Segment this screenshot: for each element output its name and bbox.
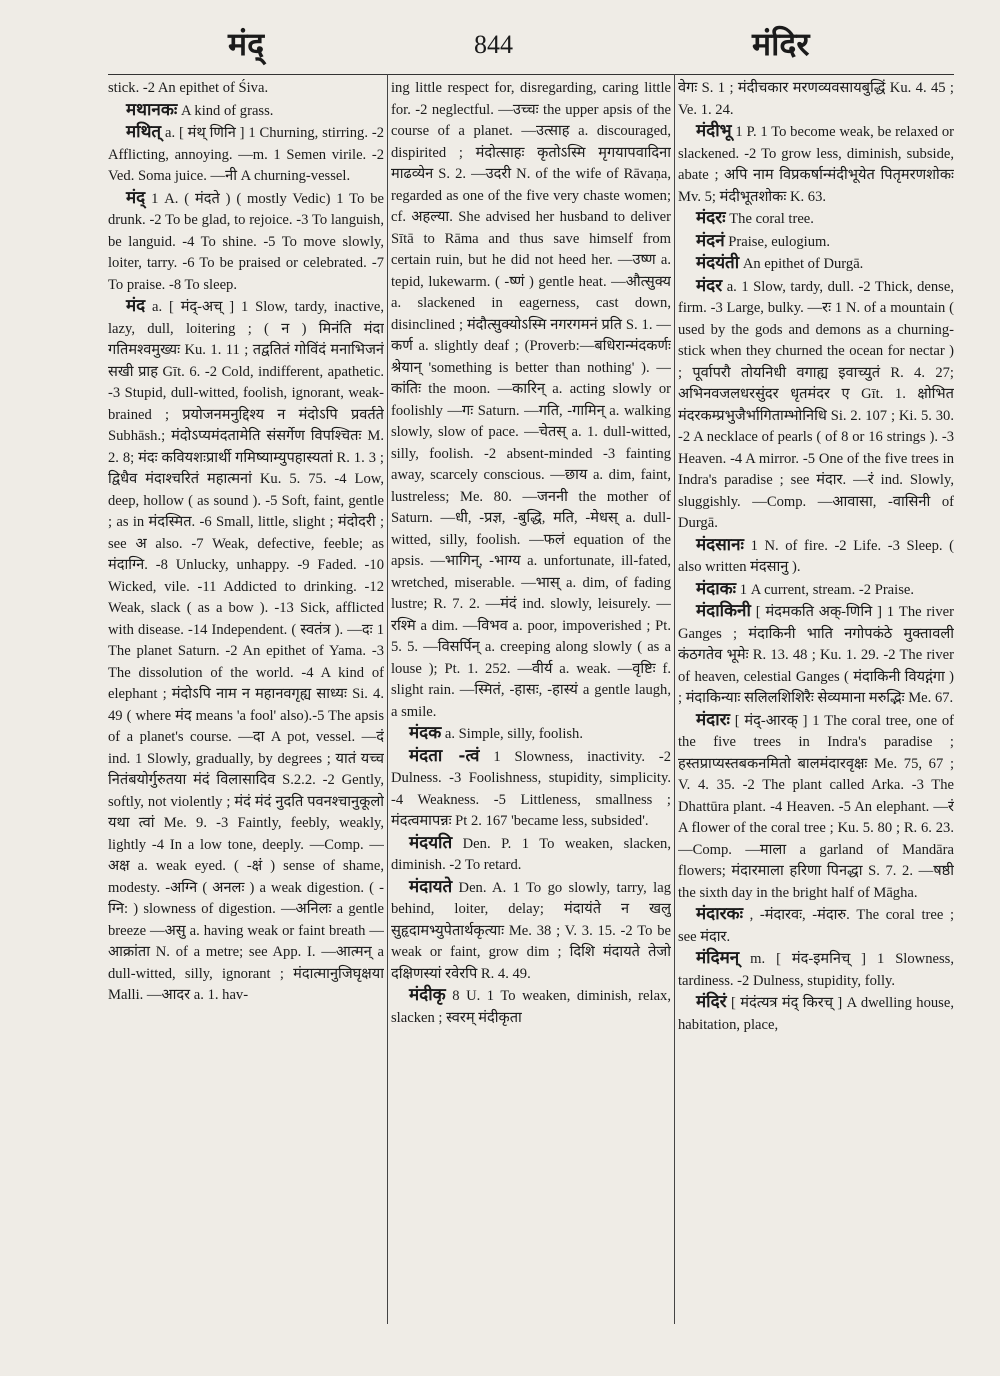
dictionary-entry (391, 78, 671, 723)
entry-definition: वेगः S. 1 ; मंदीचकार मरणव्यवसायबुद्धिं Ku. 4. 45 ; Ve. 1. 24. (678, 80, 954, 118)
dictionary-entry (678, 276, 954, 535)
entry-headword: मंदयंती (696, 253, 740, 273)
entry-headword: मंदायते (409, 876, 453, 897)
column-right (678, 78, 954, 1318)
entry-definition: A kind of grass. (181, 102, 274, 119)
dictionary-entry (391, 833, 671, 877)
entry-definition: a. 1 Slow, tardy, dull. -2 Thick, dense, firm. -3 Large, bulky. —रः 1 N. of a mountain ( used by the gods and demons as a churning-stick when they churned the ocean for nectar ) ; पूर्वापरौ तोयनिधी वगाह्य इवाच्युतं R. 4. 27; अभिनवजलधरसुंदर धृतमंदर ए Gīt. 1. क्षोभित मंदरकम्प्रभुजैर्भागिताम्भोनिधि Si. 2. 107 ; Ki. 5. 30. -2 A necklace of pearls ( of 8 or 16 strings ). -3 Heaven. -4 A mirror. -5 One of the five trees in Indra's paradise ; see मंदार. —रं ind. Slowly, sluggishly. —Comp. —आवासा, -वासिनी of Durgā. (678, 278, 954, 531)
entry-headword: मंदर (696, 275, 723, 296)
header-rule (108, 74, 954, 75)
dictionary-entry (108, 122, 384, 188)
entry-definition: a. [ मंद्-अच् ] 1 Slow, tardy, inactive, lazy, dull, loitering ; ( न ) मिनंति मंदा गतिमश्वमुख्यः Ku. 1. 11 ; तद्वतितं गोविंदं मनाभिजनं सखी प्राह Gīt. 6. -2 Cold, indifferent, apathetic. -3 Stupid, dull-witted, foolish, ignorant, weak-brained ; प्रयोजनमनुद्दिश्य न मंदोऽपि प्रवर्तते Subhāsh.; मंदोऽप्यमंदतामेति संसर्गेण विपश्चितः M. 2. 8; मंदः कवियशःप्रार्थी गमिष्याम्युपहास्यतां R. 1. 3 ; द्विधैव मंदाश्चरितं महात्मनां Ku. 5. 75. -4 Low, deep, hollow ( as sound ). -5 Soft, faint, gentle ; as in मंदस्मित. -6 Small, little, slight ; मंदोदरी ; see अ also. -7 Weak, defective, feeble; as मंदाग्नि. -8 Unlucky, unhappy. -9 Faded. -10 Wicked, vile. -11 Addicted to drinking. -12 Weak, slack ( as a bow ). -13 Sick, afflicted with disease. -14 Independent. ( स्वतंत्र ). —दः 1 The planet Saturn. -2 An epithet of Yama. -3 The dissolution of the world. -4 A kind of elephant ; मंदोऽपि नाम न महानवगृह्य साध्यः Si. 4. 49 ( where मंद means 'a fool' also).-5 The apsis of a planet's course. —दा A pot, vessel. —दं ind. 1 Slowly, gradually, by degrees ; यातं यच्च नितंबयोर्गुरुतया मंदं विलासादिव S.2.2. -2 Gently, softly, not violently ; मंदं मंदं नुदति पवनश्चानुकूलो यथा त्वां Me. 9. -3 Faintly, feebly, weakly, lightly -4 In a low tone, deeply. —Comp. —अक्ष a. weak eyed. ( -क्षं ) sense of shame, modesty. -अग्नि ( अनलः ) a weak digestion. ( -ग्नि: ) slowness of digestion. —अनिलः a gentle breeze —असु a. having weak or faint breath —आक्रांता N. of a metre; see App. I. —आत्मन् a dull-witted, silly, ignorant ; मंदात्मानुजिघृक्षया Malli. —आदर a. 1. hav- (108, 299, 384, 1003)
column-left (108, 78, 384, 1318)
page-number: 844 (474, 30, 513, 59)
dictionary-entry (678, 710, 954, 905)
dictionary-entry (678, 992, 954, 1036)
entry-headword: मंदीभू (696, 121, 732, 141)
dictionary-entry (678, 579, 954, 602)
dictionary-entry (678, 904, 954, 948)
entry-definition: Den. A. 1 To go slowly, tarry, lag behind, loiter, delay; मंदायंते न खलु सुहृदामभ्युपेतार्थकृत्याः Me. 38 ; V. 3. 15. -2 To be weak or faint, grow dim ; दिशि मंदायते तेजो दक्षिणस्यां रवेरपि R. 4. 49. (391, 879, 671, 982)
dictionary-entry (678, 231, 954, 254)
dictionary-entry (108, 296, 384, 1007)
header-left-guideword: मंद् (228, 25, 265, 63)
column-divider (674, 74, 675, 1324)
entry-definition: 1 N. of fire. -2 Life. -3 Sleep. ( also written मंदसानु ). (678, 537, 954, 575)
entry-headword: मंदयति (409, 832, 453, 853)
entry-definition: Den. P. 1 To weaken, slacken, diminish. -2 To retard. (391, 835, 671, 873)
dictionary-entry (391, 746, 671, 833)
entry-definition: a. Simple, silly, foolish. (444, 726, 584, 742)
entry-definition: An epithet of Durgā. (742, 256, 864, 272)
entry-headword: मथित् (126, 122, 162, 142)
dictionary-entry (391, 877, 671, 986)
entry-definition: m. [ मंद-इमनिच् ] 1 Slowness, tardiness. -2 Dulness, stupidity, folly. (678, 951, 954, 989)
dictionary-entry (678, 208, 954, 231)
dictionary-entry (678, 601, 954, 710)
dictionary-entry (678, 535, 954, 579)
dictionary-entry (108, 100, 384, 123)
entry-headword: मंदिरं (696, 992, 727, 1012)
dictionary-entry (678, 121, 954, 208)
entry-headword: मंदीकृ (409, 985, 446, 1005)
entry-definition: Praise, eulogium. (728, 233, 831, 250)
entry-definition: a. [ मंथ् णिनि ] 1 Churning, stirring. -2 Afflicting, annoying. —m. 1 Semen virile. -2 Ved. Soma juice. —नी A churning-vessel. (108, 125, 384, 184)
entry-headword: मंदाकिनी (696, 601, 751, 621)
entry-headword: मंद (126, 296, 146, 316)
entry-definition: 1 Slowness, inactivity. -2 Dulness. -3 Foolishness, stupidity, simplicity. -4 Weakness. -5 Littleness, smallness ; मंदत्वमापन्नः Pt 2. 167 'became less, subsided'. (391, 748, 671, 829)
entry-definition: 1 P. 1 To become weak, be relaxed or slackened. -2 To grow less, diminish, subside, abate ; अपि नाम विप्रकर्षान्मंदीभूयेत पितृमरणशोकः Mv. 5; मंदीभूतशोकः K. 63. (678, 124, 954, 205)
dictionary-entry (678, 78, 954, 121)
column-divider (387, 74, 388, 1324)
entry-definition: , -मंदारवः, -मंदारु. The coral tree ; see मंदार. (678, 907, 954, 945)
entry-headword: मंदरः (696, 208, 726, 228)
entry-definition: The coral tree. (729, 211, 814, 227)
entry-headword: मंदनं (696, 230, 725, 251)
entry-headword: मंदता -त्वं (409, 745, 480, 766)
entry-definition: [ मंदंत्यत्र मंद् किरच् ] A dwelling house, habitation, place, (678, 995, 954, 1033)
entry-headword: मंद् (126, 187, 146, 208)
dictionary-entry (391, 985, 671, 1029)
entry-headword: मंदसानः (696, 534, 744, 555)
dictionary-entry (108, 78, 384, 100)
entry-definition: stick. -2 An epithet of Śiva. (108, 80, 269, 96)
entry-headword: मंदक (409, 723, 442, 743)
entry-definition: [ मंद्-आरक् ] 1 The coral tree, one of the five trees in Indra's paradise ; हस्तप्राप्यस्तबकनमितो बालमंदारवृक्षः Me. 75, 67 ; V. 4. 35. -2 The plant called Arka. -3 The Dhattūra plant. -4 Heaven. -5 An elephant. —रं A flower of the coral tree ; Ku. 5. 80 ; R. 6. 23. —Comp. —माला a garland of Mandāra flowers; मंदारमाला हरिणा पिनद्धा S. 7. 2. —षष्ठी the sixth day in the bright half of Māgha. (678, 712, 954, 901)
dictionary-entry (678, 948, 954, 992)
entry-definition: [ मंदमकति अक्-णिनि ] 1 The river Ganges ; मंदाकिनी भाति नगोपकंठे मुक्तावली कंठगतेव भूमेः R. 13. 48 ; Ku. 1. 29. -2 The river of heaven, celestial Ganges ( मंदाकिनी वियद्गंगा ) ; मंदाकिन्याः सलिलशिशिरैः सेव्यमाना मरुद्भिः Me. 67. (678, 604, 954, 706)
header-right-guideword: मंदिर (752, 25, 810, 63)
column-middle (391, 78, 671, 1318)
entry-headword: मथानकः (126, 99, 178, 120)
running-header (0, 22, 1000, 66)
dictionary-entry (678, 253, 954, 276)
entry-headword: मंदारकः (696, 904, 744, 924)
dictionary-entry (391, 723, 671, 746)
entry-definition: 1 A current, stream. -2 Praise. (739, 581, 915, 598)
entry-headword: मंदिमन् (696, 948, 740, 968)
entry-definition: 1 A. ( मंदते ) ( mostly Vedic) 1 To be drunk. -2 To be glad, to rejoice. -3 To languish, be languid. -4 To shine. -5 To move slowly, loiter, tarry. -6 To be praised or celebrated. -7 To praise. -8 To sleep. (108, 190, 384, 293)
dictionary-entry (108, 188, 384, 297)
entry-headword: मंदारः (696, 709, 730, 730)
entry-definition: ing little respect for, disregarding, caring little for. -2 neglectful. —उच्चः the upper apsis of the course of a planet. —उत्साह a. discouraged, dispirited ; मंदोत्साहः कृतोऽस्मि मृगयापवादिना माढव्येन S. 2. —उदरी N. of the wife of Rāvaṇa, regarded as one of the five very chaste women; cf. अहल्या. She advised her husband to deliver Sītā to Rāma and thus save himself from certain ruin, but he did not heed her. —उष्ण a. tepid, lukewarm. ( -ष्णं ) gentle heat. —औत्सुक्य a. slackened in eagerness, cast down, disinclined ; मंदौत्सुक्योऽस्मि नगरगमनं प्रति S. 1. —कर्ण a. slightly deaf ; (Proverb:—बधिरान्मंदकर्णः श्रेयान् 'something is better than nothing' ). —कांतिः the moon. —कारिन् a. acting slowly or foolishly —गः Saturn. —गति, -गामिन् a. walking slowly, slow of pace. —चेतस् a. 1. dull-witted, silly, foolish. -2 absent-minded -3 fainting away, scarcely conscious. —छाय a. dim, faint, lustreless; Me. 80. —जननी the mother of Saturn. —धी, -प्रज्ञ, -बुद्धि, मति, -मेधस् a. dull-witted, silly, foolish. —फलं equation of the apsis. —भागिन्, -भाग्य a. unfortunate, ill-fated, wretched, miserable. —भास् a. dim, of fading lustre; R. 7. 2. —मंदं ind. slowly, leisurely. —रश्मि a dim. —विभव a. poor, impoverished ; Pt. 5. 5. —विसर्पिन् a. creeping along slowly ( as a louse ); Pt. 1. 252. —वीर्य a. weak. —वृष्टिः f. slight rain. —स्मितं, -हासः, -हास्यं a gentle laugh, a smile. (391, 80, 671, 720)
entry-definition: 8 U. 1 To weaken, diminish, relax, slacken ; स्वरम् मंदीकृता (391, 988, 671, 1026)
entry-headword: मंदाकः (696, 578, 737, 599)
